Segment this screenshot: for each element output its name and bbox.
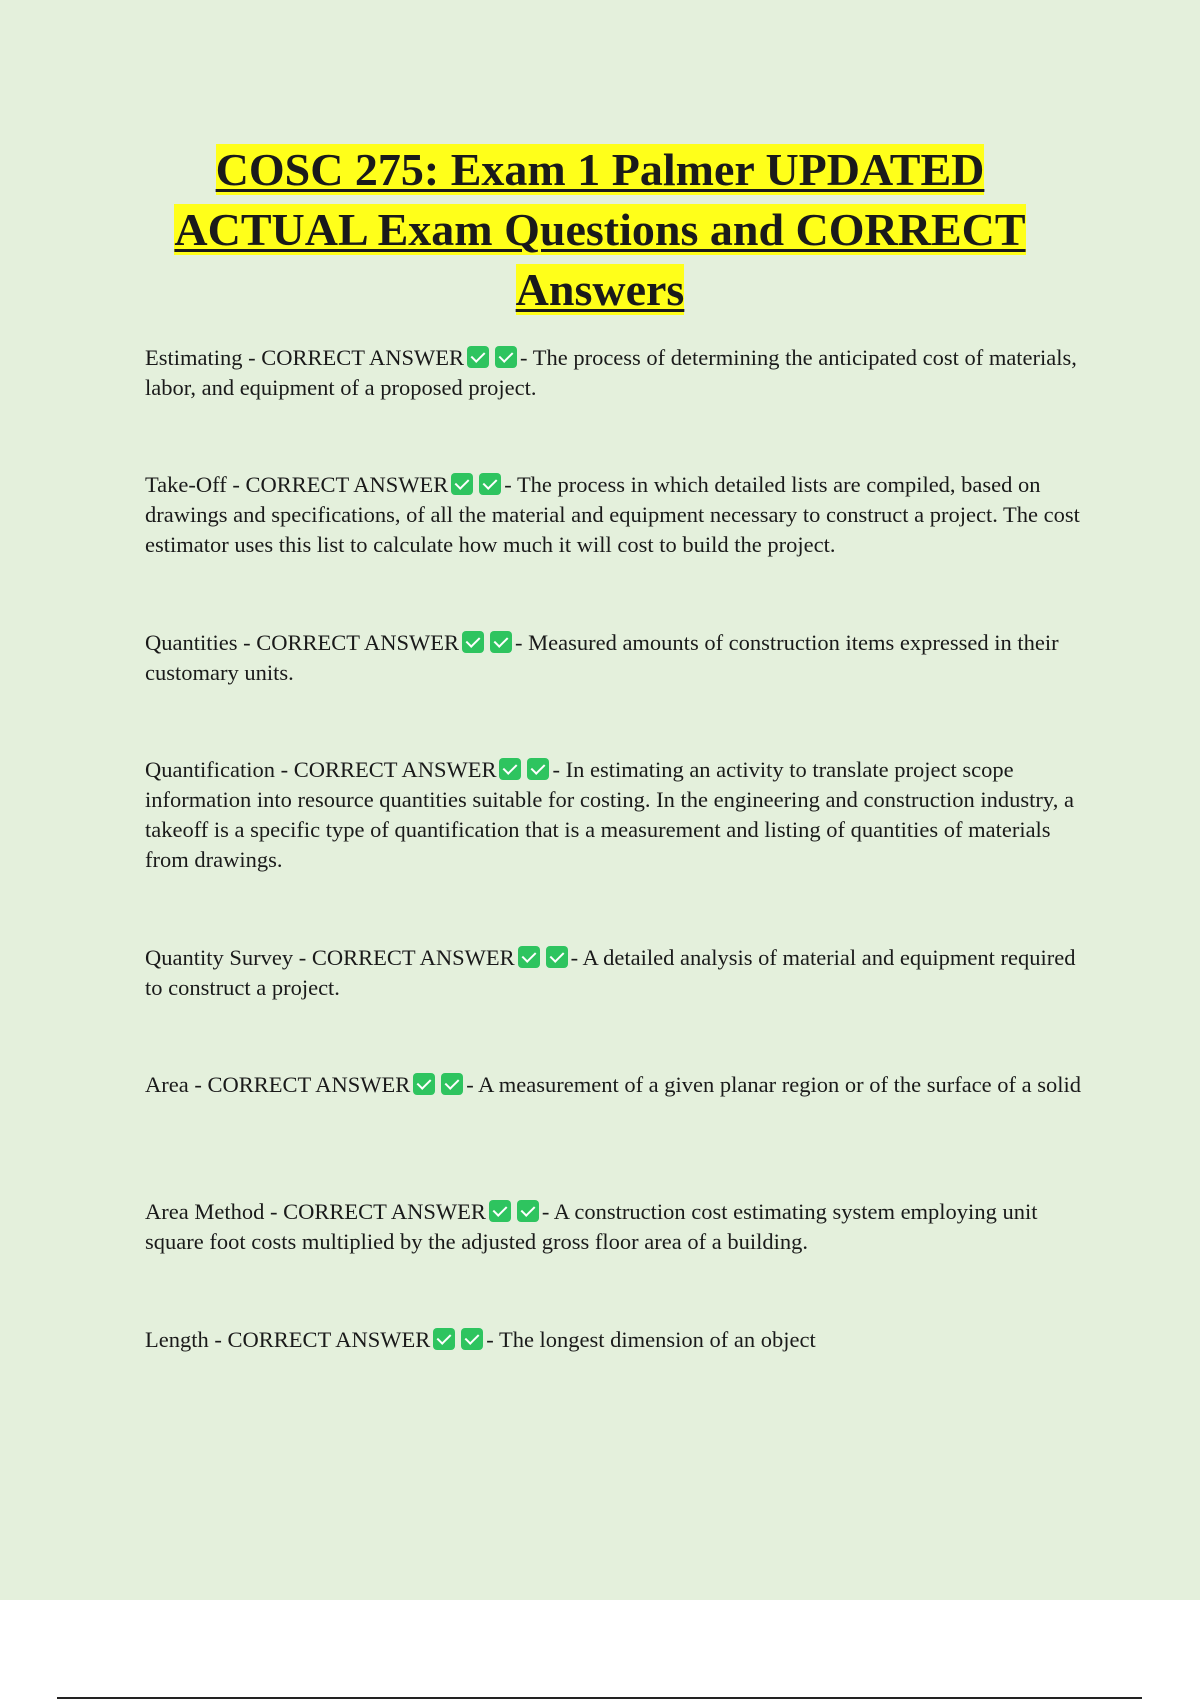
entry-marker: CORRECT ANSWER [261,345,464,370]
entry-marker: CORRECT ANSWER [245,472,449,497]
check-box-icon [413,1073,435,1095]
check-box-icon [518,946,540,968]
entry-term: Area Method [145,1199,265,1224]
title-line-1: COSC 275: Exam 1 Palmer UPDATED [215,144,985,195]
entry-term: Length [145,1327,209,1352]
check-box-icon [462,631,484,653]
entry-marker: CORRECT ANSWER [283,1199,486,1224]
entry-definition: A measurement of a given planar region or of the surface of a solid [478,1072,1082,1097]
check-box-icon [517,1200,539,1222]
entry-term: Estimating [145,345,243,370]
check-box-icon [527,758,549,780]
qa-entry-quantities: Quantities - CORRECT ANSWER - Measured amounts of construction items expressed in their customary units. [145,630,1059,685]
entry-marker: CORRECT ANSWER [256,630,459,655]
entry-term: Quantities [145,630,238,655]
entry-marker: CORRECT ANSWER [311,945,515,970]
entry-definition: In estimating an activity to translate project scope information into resource quantities suitable for costing. In the engineering and construction industry, a takeoff is a specific type of quantification that is a measurement and listing of quantities of materials from drawings. [145,757,1074,872]
qa-entry-length: Length - CORRECT ANSWER - The longest dimension of an object [145,1327,816,1352]
document-title [100,140,1100,320]
check-box-icon [546,946,568,968]
entry-term: Quantification [145,757,275,782]
title-line-3: Answers [515,264,685,315]
entry-term: Take-Off [145,472,227,497]
entry-definition: A construction cost estimating system employing unit square foot costs multiplied by the adjusted gross floor area of a building. [145,1199,1038,1254]
qa-entry-quantity-survey: Quantity Survey - CORRECT ANSWER - A detailed analysis of material and equipment required to construct a project. [145,945,1076,1000]
title-line-2: ACTUAL Exam Questions and CORRECT [174,204,1026,255]
qa-entry-estimating: Estimating - CORRECT ANSWER - The process of determining the anticipated cost of materials, labor, and equipment of a proposed project. [145,345,1077,400]
qa-entry-area: Area - CORRECT ANSWER - A measurement of a given planar region or of the surface of a solid [145,1072,1082,1097]
check-box-icon [495,346,517,368]
entry-marker: CORRECT ANSWER [227,1327,431,1352]
entry-term: Quantity Survey [145,945,294,970]
check-box-icon [461,1328,483,1350]
entry-definition: The process in which detailed lists are compiled, based on drawings and specifications, of all the material and equipment necessary to construct a project. The cost estimator uses this list to calculate how much it will cost to build the project. [145,472,1080,557]
entry-term: Area [145,1072,189,1097]
entry-definition: The longest dimension of an object [498,1327,816,1352]
qa-entry-take-off: Take-Off - CORRECT ANSWER - The process in which detailed lists are compiled, based on drawings and specifications, of all the material and equipment necessary to construct a project. The cost estimator uses this list to calculate how much it will cost to build the project. [145,472,1080,557]
entry-marker: CORRECT ANSWER [293,757,497,782]
qa-entry-area-method: Area Method - CORRECT ANSWER - A construction cost estimating system employing unit square foot costs multiplied by the adjusted gross floor area of a building. [145,1199,1038,1254]
check-box-icon [499,758,521,780]
entry-definition: Measured amounts of construction items expressed in their customary units. [145,630,1059,685]
entry-definition: A detailed analysis of material and equipment required to construct a project. [145,945,1076,1000]
check-box-icon [479,473,501,495]
check-box-icon [467,346,489,368]
check-box-icon [489,1200,511,1222]
entry-definition: The process of determining the anticipated cost of materials, labor, and equipment of a proposed project. [145,345,1077,400]
qa-entry-quantification: Quantification - CORRECT ANSWER - In estimating an activity to translate project scope information into resource quantities suitable for costing. In the engineering and construction industry, a takeoff is a specific type of quantification that is a measurement and listing of quantities of materials from drawings. [145,757,1074,872]
check-box-icon [433,1328,455,1350]
check-box-icon [441,1073,463,1095]
footer-divider [57,1697,1142,1699]
check-box-icon [490,631,512,653]
check-box-icon [451,473,473,495]
entry-marker: CORRECT ANSWER [207,1072,411,1097]
